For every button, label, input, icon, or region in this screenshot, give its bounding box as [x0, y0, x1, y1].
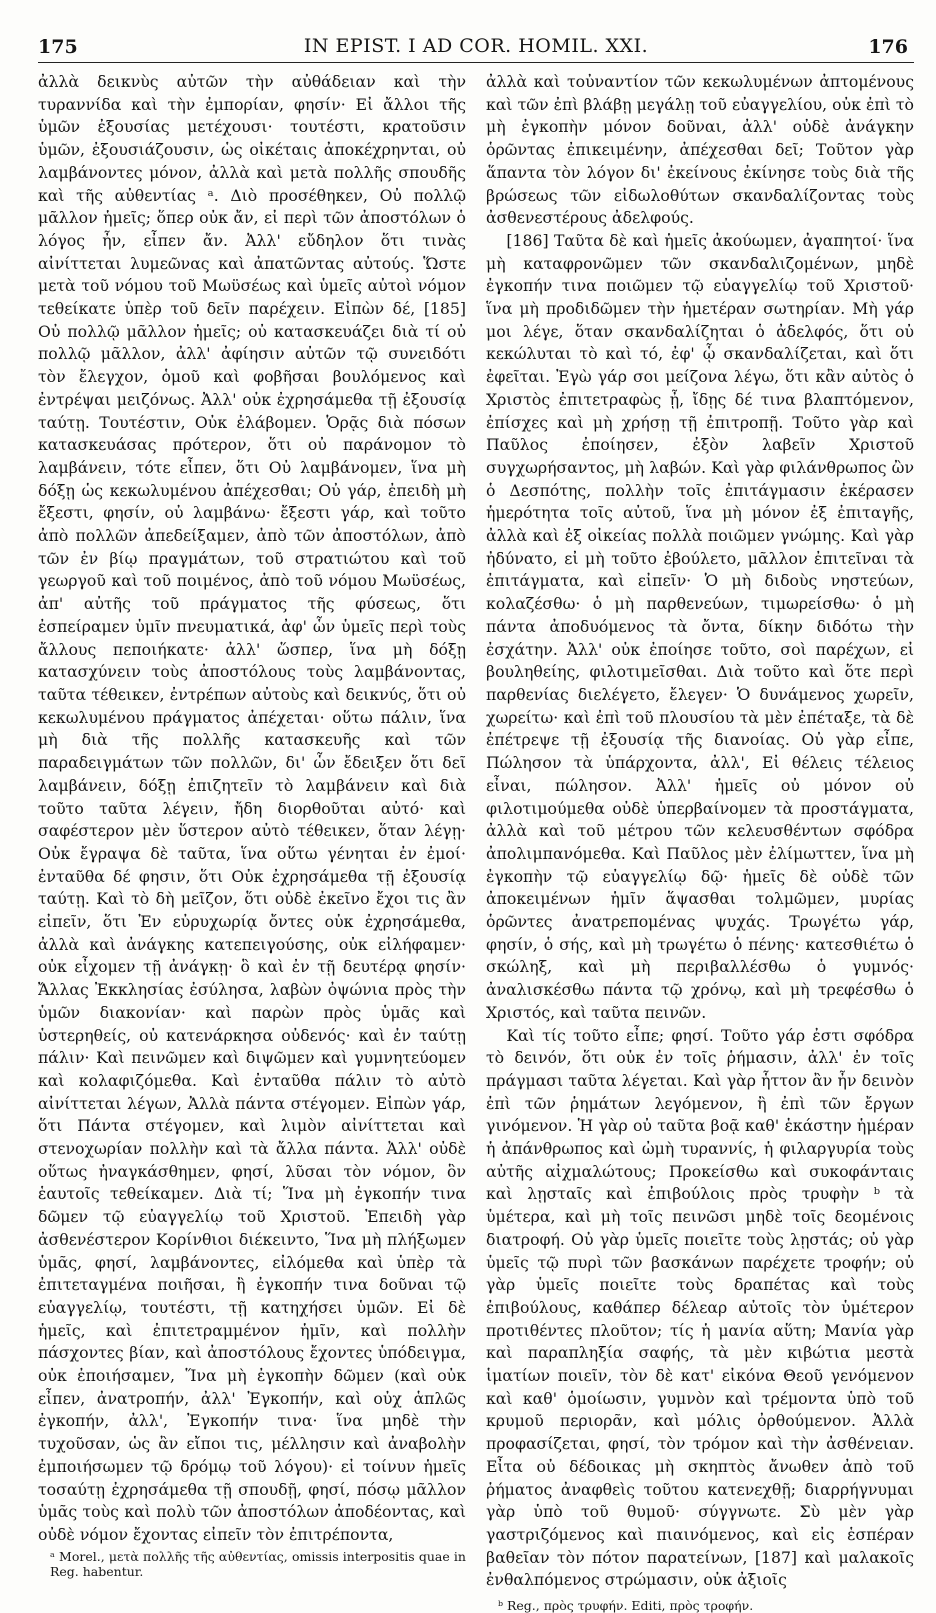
- text-columns: [38, 71, 914, 1613]
- paragraph: ἀλλὰ καὶ τοὐναντίον τῶν κεκωλυμένων ἀπτομένους καὶ τῶν ἐπὶ βλάβῃ μεγάλῃ τοῦ εὐαγγελίου, οὐκ ἐπὶ τὸ μὴ ἐγκοπὴν μόνον δοῦναι, ἀλλ' οὐδὲ ἀνάγκην ὁρῶντας ἐπικειμένην, ἀπέχεσθαι δεῖ; Τοῦτον γὰρ ἅπαντα τὸν λόγον δι' ἐκείνους ἐκίνησε τοὺς διὰ τῆς βρώσεως τῶν εἰδωλοθύτων σκανδαλίζοντας τοὺς ἀσθενεστέρους ἀδελφούς.: [486, 72, 914, 228]
- paragraph: ἀλλὰ δεικνὺς αὐτῶν τὴν αὐθάδειαν καὶ τὴν τυραννίδα καὶ τὴν ἐμπορίαν, φησίν· Εἰ ἄλλοι τῆς ὑμῶν ἐξουσίας μετέχουσι· τουτέστι, κρατοῦσιν ὑμῶν, ἐξουσιάζουσιν, ὡς οἰκέταις ἀποκέχρηνται, οὐ λαμβάνοντες μόνον, ἀλλὰ καὶ μετὰ πολλῆς σπουδῆς καὶ τῆς αὐθεντίας ᵃ. Διὸ προσέθηκεν, Οὐ πολλῷ μᾶλλον ἡμεῖς; ὅπερ οὐκ ἄν, εἰ περὶ τῶν ἀποστόλων ὁ λόγος ἦν, εἶπεν ἄν. Ἀλλ' εὔδηλον ὅτι τινὰς αἰνίττεται λυμεῶνας καὶ ἀπατῶντας αὐτούς. Ὥστε μετὰ τοῦ νόμου τοῦ Μωϋσέως καὶ ὑμεῖς αὐτοὶ νόμον τεθείκατε ὑπὲρ τοῦ δεῖν παρέχειν. Εἰπὼν δέ, [185] Οὐ πολλῷ μᾶλλον ἡμεῖς; οὐ κατασκευάζει διὰ τί οὐ πολλῷ μᾶλλον, ἀλλ' ἀφίησιν αὐτῶν τῷ συνειδότι τὸν ἔλεγχον, ὁμοῦ καὶ φοβῆσαι βουλόμενος καὶ ἐντρέψαι μειζόνως. Ἀλλ' οὐκ ἐχρησάμεθα τῇ ἐξουσίᾳ ταύτῃ. Τουτέστιν, Οὐκ ἐλάβομεν. Ὁρᾷς διὰ πόσων κατασκευάσας πρότερον, ὅτι οὐ παράνομον τὸ λαμβάνειν, τότε εἶπεν, ὅτι Οὐ λαμβάνομεν, ἵνα μὴ δόξῃ ὡς κεκωλυμένου ἀπέχεσθαι; Οὐ γάρ, ἐπειδὴ μὴ ἔξεστι, φησίν, οὐ λαμβάνω· ἔξεστι γάρ, καὶ τοῦτο ἀπὸ πολλῶν ἀπεδείξαμεν, ἀπὸ τῶν ἀποστόλων, ἀπὸ τῶν ἐν βίῳ πραγμάτων, τοῦ στρατιώτου καὶ τοῦ γεωργοῦ καὶ τοῦ ποιμένος, ἀπὸ τοῦ νόμου Μωϋσέως, ἀπ' αὐτῆς τοῦ πράγματος τῆς φύσεως, ὅτι ἐσπείραμεν ὑμῖν πνευματικά, ἀφ' ὧν ὑμεῖς περὶ τοὺς ἄλλους πεποιήκατε· ἀλλ' ὥσπερ, ἵνα μὴ δόξῃ κατασχύνειν τοὺς ἀποστόλους τοὺς λαμβάνοντας, ταῦτα τέθεικεν, ἐντρέπων αὐτοὺς καὶ δεικνύς, ὅτι οὐ κεκωλυμένου πράγματος ἀπέχεται· οὕτω πάλιν, ἵνα μὴ διὰ τῆς πολλῆς κατασκευῆς καὶ τῶν παραδειγμάτων τῶν πολλῶν, δι' ὧν ἔδειξεν ὅτι δεῖ λαμβάνειν, δόξῃ ἐπιζητεῖν τὸ λαμβάνειν καὶ διὰ τοῦτο ταῦτα λέγειν, ἤδη διορθοῦται αὐτό· καὶ σαφέστερον μὲν ὕστερον αὐτὸ τέθεικεν, ὅταν λέγῃ· Οὐκ ἔγραψα δὲ ταῦτα, ἵνα οὕτω γένηται ἐν ἐμοί· ἐνταῦθα δέ φησιν, ὅτι Οὐκ ἐχρησάμεθα τῇ ἐξουσίᾳ ταύτῃ. Καὶ τὸ δὴ μεῖζον, ὅτι οὐδὲ ἐκεῖνο ἔχοι τις ἂν εἰπεῖν, ὅτι Ἐν εὐρυχωρίᾳ ὄντες οὐκ ἐχρησάμεθα, ἀλλὰ καὶ ἀνάγκης κατεπειγούσης, οὐκ εἰλήφαμεν· οὐκ εἶχομεν τῇ ἀνάγκῃ· ὃ καὶ ἐν τῇ δευτέρᾳ φησίν· Ἄλλας Ἐκκλησίας ἐσύλησα, λαβὼν ὀψώνια πρὸς τὴν ὑμῶν διακονίαν· καὶ παρὼν πρὸς ὑμᾶς καὶ ὑστερηθείς, οὐ κατενάρκησα οὐδενός· καὶ ἐν ταύτῃ πάλιν· Καὶ πεινῶμεν καὶ διψῶμεν καὶ γυμνητεύομεν καὶ κολαφιζόμεθα. Καὶ ἐνταῦθα πάλιν τὸ αὐτὸ αἰνίττεται λέγων, Ἀλλὰ πάντα στέγομεν. Εἰπὼν γάρ, ὅτι Πάντα στέγομεν, καὶ λιμὸν αἰνίττεται καὶ στενοχωρίαν πολλὴν καὶ τὰ ἄλλα πάντα. Ἀλλ' οὐδὲ οὕτως ἠναγκάσθημεν, φησί, λῦσαι τὸν νόμον, ὃν ἑαυτοῖς τεθείκαμεν. Διὰ τί; Ἵνα μὴ ἐγκοπήν τινα δῶμεν τῷ εὐαγγελίῳ τοῦ Χριστοῦ. Ἐπειδὴ γὰρ ἀσθενέστερον Κορίνθιοι διέκειντο, Ἵνα μὴ πλήξωμεν ὑμᾶς, φησί, λαμβάνοντες, εἰλόμεθα καὶ ὑπὲρ τὰ ἐπιτεταγμένα ποιῆσαι, ἢ ἐγκοπήν τινα δοῦναι τῷ εὐαγγελίῳ, τουτέστι, τῇ κατηχήσει ὑμῶν. Εἰ δὲ ἡμεῖς, καὶ ἐπιτετραμμένον ἡμῖν, καὶ πολλὴν πάσχοντες βίαν, καὶ ἀποστόλους ἔχοντες ὑπόδειγμα, οὐκ ἐποιήσαμεν, Ἵνα μὴ ἐγκοπὴν δῶμεν (καὶ οὐκ εἶπεν, ἀνατροπήν, ἀλλ' Ἐγκοπήν, καὶ οὐχ ἁπλῶς ἐγκοπήν, ἀλλ', Ἐγκοπήν τινα· ἵνα μηδὲ τὴν τυχοῦσαν, ὡς ἂν εἴποι τις, μέλλησιν καὶ ἀναβολὴν ἐμποιήσωμεν τῷ δρόμῳ τοῦ λόγου)· εἰ τοίνυν ἡμεῖς τοσαύτῃ ἐχρησάμεθα τῇ σπουδῇ, φησί, πόσῳ μᾶλλον ὑμᾶς τοὺς καὶ πολὺ τῶν ἀποστόλων ἀποδέοντας, καὶ οὐδὲ νόμον ἔχοντας εἰπεῖν τὸν ἐπιτρέποντα,: [38, 72, 466, 1544]
- running-title: IN EPIST. I AD COR. HOMIL. XXI.: [303, 35, 649, 57]
- column-right: [486, 71, 914, 1613]
- page-number-left: 175: [38, 36, 78, 58]
- footnote-a: ᵃ Morel., μετὰ πολλῆς τῆς αὐθεντίας, omissis interpositis quae in Reg. habentur.: [50, 1548, 466, 1579]
- page-header: [38, 32, 914, 63]
- page-number-right: 176: [868, 36, 908, 58]
- footnote-b: ᵇ Reg., πρὸς τρυφήν. Editi, πρὸς τροφήν.: [498, 1598, 754, 1613]
- paragraph: Καὶ τίς τοῦτο εἶπε; φησί. Τοῦτο γάρ ἐστι σφόδρα τὸ δεινόν, ὅτι οὐκ ἐν τοῖς ῥήμασιν, ἀλλ' ἐν τοῖς πράγμασι ταῦτα λέγεται. Καὶ γὰρ ἧττον ἂν ἦν δεινὸν ἐπὶ τῶν ῥημάτων λεγόμενον, ἢ ἐπὶ τῶν ἔργων γινόμενον. Ἡ γὰρ οὐ ταῦτα βοᾷ καθ' ἑκάστην ἡμέραν ἡ ἀπάνθρωπος καὶ ὠμὴ τυραννίς, ἡ φιλαργυρία τοὺς αὐτῆς αἰχμαλώτους; Προκείσθω καὶ συκοφάνταις καὶ λῃσταῖς καὶ ἐπιβούλοις πρὸς τρυφὴν ᵇ τὰ ὑμέτερα, καὶ μὴ τοῖς πεινῶσι μηδὲ τοῖς δεομένοις διατροφή. Οὐ γὰρ ὑμεῖς ποιεῖτε τοὺς λῃστάς; οὐ γὰρ ὑμεῖς τῷ πυρὶ τῶν βασκάνων παρέχετε τροφήν; οὐ γὰρ ὑμεῖς ποιεῖτε τοὺς δραπέτας καὶ τοὺς ἐπιβούλους, καθάπερ δέλεαρ αὐτοῖς τὸν ὑμέτερον προτιθέντες πλοῦτον; τίς ἡ μανία αὕτη; Μανία γὰρ καὶ παραπληξία σαφής, τὰ μὲν κιβώτια μεστὰ ἱματίων ποιεῖν, τὸν δὲ κατ' εἰκόνα Θεοῦ γενόμενον καὶ καθ' ὁμοίωσιν, γυμνὸν καὶ τρέμοντα ὑπὸ τοῦ κρυμοῦ περιορᾶν, καὶ μόλις ὀρθούμενον. Ἀλλὰ προφασίζεται, φησί, τὸν τρόμον καὶ τὴν ἀσθένειαν. Εἶτα οὐ δέδοικας μὴ σκηπτὸς ἄνωθεν ἀπὸ τοῦ ῥήματος ἀναφθεὶς τοῦτου κατενεχθῇ; διαρρήγνυμαι γὰρ ὑπὸ τοῦ θυμοῦ· σύγγνωτε. Σὺ μὲν γὰρ γαστριζόμενος καὶ πιαινόμενος, καὶ εἰς ἑσπέραν βαθεῖαν τὸν πότον παρατείνων, [187] καὶ μαλακοῖς ἐνθαλπόμενος στρώμασιν, οὐκ ἀξιοῖς: [486, 1025, 914, 1590]
- column-left: [38, 71, 466, 1613]
- paragraph: [186] Ταῦτα δὲ καὶ ἡμεῖς ἀκούωμεν, ἀγαπητοί· ἵνα μὴ καταφρονῶμεν τῶν σκανδαλιζομένων, μηδὲ ἐγκοπήν τινα ποιῶμεν τῷ εὐαγγελίῳ τοῦ Χριστοῦ· ἵνα μὴ προδιδῶμεν τὴν ἡμετέραν σωτηρίαν. Μὴ γάρ μοι λέγε, ὅταν σκανδαλίζηται ὁ ἀδελφός, ὅτι οὐ κεκώλυται τὸ καὶ τό, ἐφ' ᾧ σκανδαλίζεται, καὶ ὅτι ἐφεῖται. Ἐγὼ γάρ σοι μείζονα λέγω, ὅτι κἂν αὐτὸς ὁ Χριστὸς ἐπιτετραφὼς ᾖ, ἴδῃς δέ τινα βλαπτόμενον, ἐπίσχες καὶ μὴ χρήσῃ τῇ ἐπιτροπῇ. Τοῦτο γὰρ καὶ Παῦλος ἐποίησεν, ἐξὸν λαβεῖν Χριστοῦ συγχωρήσαντος, μὴ λαβών. Καὶ γὰρ φιλάνθρωπος ὢν ὁ Δεσπότης, πολλὴν τοῖς ἐπιτάγμασιν ἐκέρασεν ἡμερότητα τοῖς αὐτοῦ, ἵνα μὴ μόνον ἐξ ἐπιταγῆς, ἀλλὰ καὶ ἐξ οἰκείας πολλὰ ποιῶμεν γνώμης. Καὶ γὰρ ἠδύνατο, εἰ μὴ τοῦτο ἐβούλετο, μᾶλλον ἐπιτεῖναι τὰ ἐπιτάγματα, καὶ εἰπεῖν· Ὁ μὴ διδοὺς νηστεύων, κολαζέσθω· ὁ μὴ παρθενεύων, τιμωρείσθω· ὁ μὴ πάντα ἀποδυόμενος τὰ ὄντα, δίκην διδότω τὴν ἐσχάτην. Ἀλλ' οὐκ ἐποίησε τοῦτο, σοὶ παρέχων, εἰ βουληθείης, φιλοτιμεῖσθαι. Διὰ τοῦτο καὶ ὅτε περὶ παρθενίας διελέγετο, ἔλεγεν· Ὁ δυνάμενος χωρεῖν, χωρείτω· καὶ ἐπὶ τοῦ πλουσίου τὰ μὲν ἐπέταξε, τὰ δὲ ἐπέτρεψε τῇ ἐξουσίᾳ τῆς διανοίας. Οὐ γὰρ εἶπε, Πώλησον τὰ ὑπάρχοντα, ἀλλ', Εἰ θέλεις τέλειος εἶναι, πώλησον. Ἀλλ' ἡμεῖς οὐ μόνον οὐ φιλοτιμούμεθα οὐδὲ ὑπερβαίνομεν τὰ προστάγματα, ἀλλὰ καὶ τοῦ μέτρου τῶν κελευσθέντων σφόδρα ἀπολιμπανόμεθα. Καὶ Παῦλος μὲν ἐλίμωττεν, ἵνα μὴ ἐγκοπὴν τῷ εὐαγγελίῳ δῷ· ἡμεῖς δὲ οὐδὲ τῶν ἀποκειμένων ἡμῖν ἅψασθαι τολμῶμεν, μυρίας ὁρῶντες ἀνατρεπομένας ψυχάς. Τρωγέτω γάρ, φησίν, ὁ σής, καὶ μὴ τρωγέτω ὁ πένης· κατεσθιέτω ὁ σκώληξ, καὶ μὴ περιβαλλέσθω ὁ γυμνός· ἀναλισκέσθω πάντα τῷ χρόνῳ, καὶ μὴ τρεφέσθω ὁ Χριστός, καὶ ταῦτα πεινῶν.: [486, 230, 914, 1022]
